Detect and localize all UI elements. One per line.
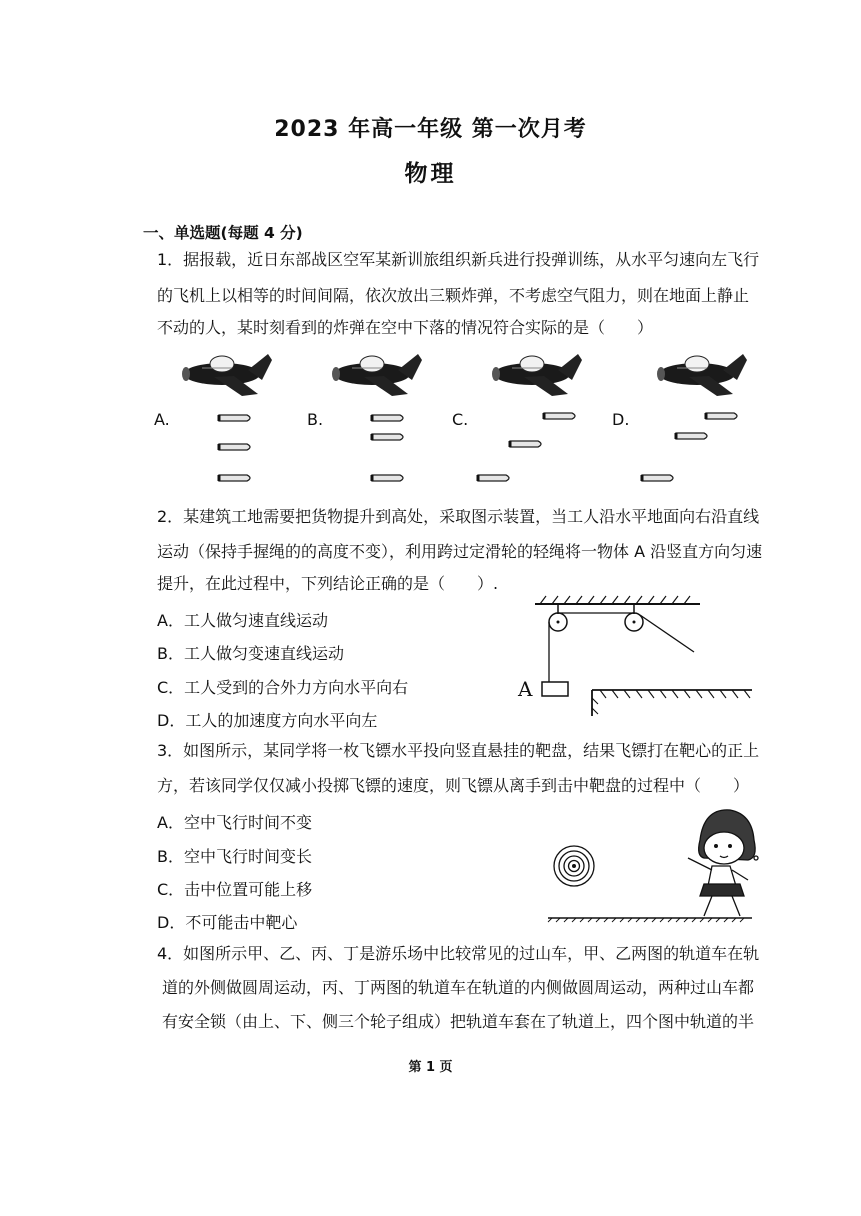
question-3-option-a: A．空中飞行时间不变 [157, 813, 312, 832]
question-3-option-c: C．击中位置可能上移 [157, 880, 313, 899]
question-2-option-a: A．工人做匀速直线运动 [157, 611, 328, 630]
target-icon [554, 846, 594, 886]
question-1-line-2: 的飞机上以相等的时间间隔，依次放出三颗炸弹，不考虑空气阻力，则在地面上静止 [157, 286, 750, 305]
option-c-label: C. [452, 410, 469, 429]
question-3-option-d: D．不可能击中靶心 [157, 913, 298, 932]
question-4-line-2: 道的外侧做圆周运动，丙、丁两图的轨道车在轨道的内侧做圆周运动，两种过山车都 [162, 978, 755, 997]
question-4-line-1: 4．如图所示甲、乙、丙、丁是游乐场中比较常见的过山车，甲、乙两图的轨道车在轨 [157, 944, 760, 963]
question-3-option-b: B．空中飞行时间变长 [157, 847, 312, 866]
subject-title: 物理 [404, 161, 457, 187]
question-2-option-b: B．工人做匀变速直线运动 [157, 644, 344, 663]
exam-title: 2023 年高一年级 第一次月考 [274, 117, 587, 142]
question-2-line-1: 2．某建筑工地需要把货物提升到高处，采取图示装置，当工人沿水平地面向右沿直线 [157, 507, 760, 526]
question-2-line-3: 提升，在此过程中，下列结论正确的是（ ）. [157, 574, 499, 593]
question-4-line-3: 有安全锁（由上、下、侧三个轮子组成）把轨道车套在了轨道上，四个图中轨道的半 [162, 1012, 755, 1031]
option-d-label: D. [612, 410, 630, 429]
question-2-option-d: D．工人的加速度方向水平向左 [157, 711, 378, 730]
question-3-line-2: 方，若该同学仅仅减小投掷飞镖的速度，则飞镖从离手到击中靶盘的过程中（ ） [157, 776, 750, 795]
girl-icon [688, 810, 758, 916]
block-a-label: A [518, 677, 533, 701]
page-number: 第 1 页 [408, 1060, 453, 1075]
option-b-label: B. [307, 410, 324, 429]
question-1-line-1: 1．据报载，近日东部战区空军某新训旅组织新兵进行投弹训练，从水平匀速向左飞行 [157, 250, 760, 269]
section-heading: 一、单选题(每题 4 分) [143, 224, 303, 242]
question-2-option-c: C．工人受到的合外力方向水平向右 [157, 678, 409, 697]
question-3-line-1: 3．如图所示，某同学将一枚飞镖水平投向竖直悬挂的靶盘，结果飞镖打在靶心的正上 [157, 741, 760, 760]
question-1-line-3: 不动的人，某时刻看到的炸弹在空中下落的情况符合实际的是（ ） [157, 318, 654, 337]
question-2-line-2: 运动（保持手握绳的的高度不变），利用跨过定滑轮的轻绳将一物体 A 沿竖直方向匀速 [157, 542, 763, 561]
option-a-label: A. [154, 410, 170, 429]
